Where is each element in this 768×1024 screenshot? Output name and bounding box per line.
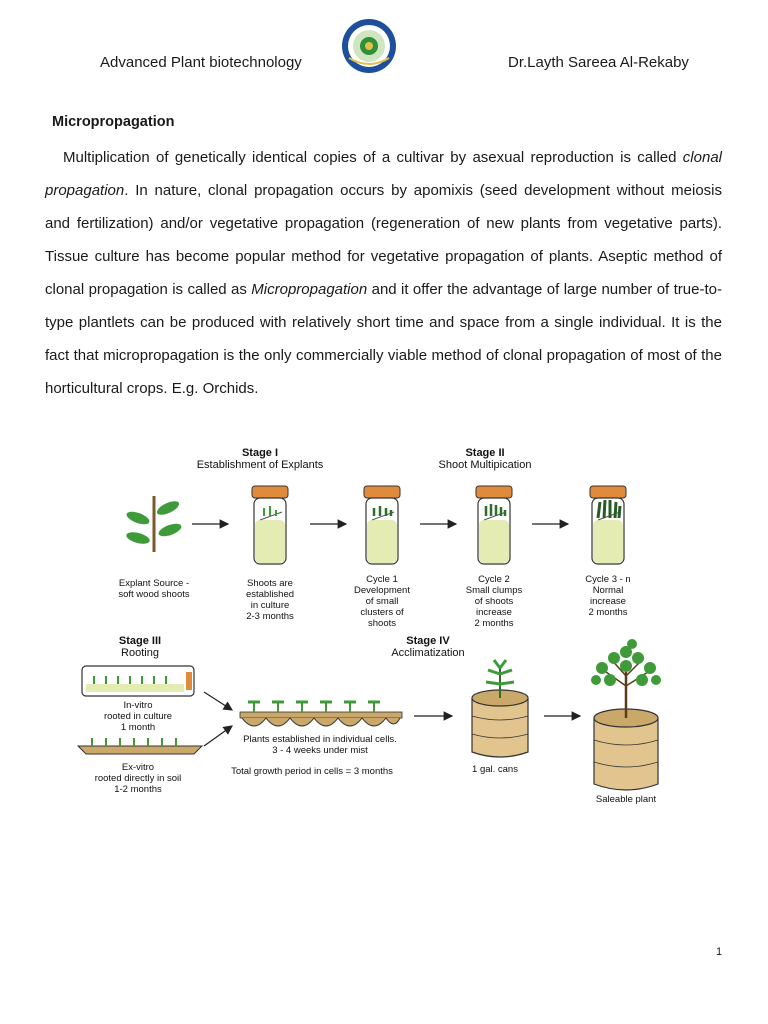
svg-text:Plants established in individu: Plants established in individual cells. [243,734,397,745]
svg-text:clusters of: clusters of [360,607,404,618]
explant-plant-icon [125,496,183,552]
section-heading: Micropropagation [52,114,175,130]
svg-text:Small clumps: Small clumps [465,585,523,596]
stage4-subtitle: Acclimatization [391,647,465,659]
svg-text:Development: Development [354,585,410,596]
svg-text:increase: increase [590,596,626,607]
svg-text:Cycle 2: Cycle 2 [478,574,510,585]
stage4-title: Stage IV [406,635,450,647]
svg-text:of shoots: of shoots [474,596,514,607]
svg-text:Cycle 1: Cycle 1 [366,574,398,585]
stage2-title: Stage II [465,447,505,459]
svg-text:Normal: Normal [592,585,624,596]
body-paragraph [45,141,722,405]
in-vitro-caption [104,700,172,733]
culture-tube-icon [476,486,512,564]
svg-text:1 month: 1 month [120,722,156,733]
text-run: and it offer the advantage of large number of true-to-type plantlets can be produced with relatively short time and space from a single individual. It is the fact that micropropagation is the only commercially viable method of clonal propagation of most of the horticultural crops. E.g. Orchids. [45,281,722,397]
svg-text:rooted in culture: rooted in culture [103,711,173,722]
cycle1-caption [354,574,410,629]
svg-text:increase: increase [476,607,512,618]
page-number: 1 [716,946,723,958]
svg-text:established: established [245,589,295,600]
saleable-plant-icon [591,639,661,790]
stage1-title: Stage I [241,447,279,459]
svg-text:soft wood shoots: soft wood shoots [118,589,190,600]
svg-text:Cycle 3 - n: Cycle 3 - n [585,574,631,585]
cycle2-caption [466,574,523,629]
in-vitro-container-icon [82,666,194,696]
svg-text:2 months: 2 months [474,618,514,629]
svg-text:3 - 4 weeks under mist: 3 - 4 weeks under mist [272,745,368,756]
text-run: . In nature, clonal propagation occurs by apomixis (seed development without meiosis and fertilization) and/or vegetative propagation (regeneration of new plants from vegetative parts). Tissue culture has become popular method for vegetative propagation of plants. Aseptic method of clonal propagation is called as [45,182,722,298]
university-logo [341,18,397,74]
svg-text:2 months: 2 months [588,607,628,618]
cans-caption: 1 gal. cans [472,764,518,775]
ex-vitro-caption [95,762,182,795]
text-run: Multiplication of genetically identical copies of a cultivar by asexual reproduction is called [63,149,683,166]
saleable-caption: Saleable plant [595,794,657,805]
stage3-title: Stage III [118,635,162,647]
emphasis-clonal-propagation: clonal propagation [45,149,722,199]
svg-text:of small: of small [365,596,399,607]
svg-text:In-vitro: In-vitro [123,700,153,711]
culture-tube-icon [590,486,626,564]
stage2-subtitle: Shoot Multipication [438,459,532,471]
svg-text:1-2 months: 1-2 months [114,784,162,795]
explant-caption [118,578,190,600]
header-course-title: Advanced Plant biotechnology [100,54,302,71]
svg-text:Ex-vitro: Ex-vitro [121,762,155,773]
culture-tube-icon [252,486,288,564]
svg-text:2-3 months: 2-3 months [246,611,294,622]
svg-text:rooted directly in soil: rooted directly in soil [94,773,182,784]
ex-vitro-tray-icon [78,738,202,754]
svg-text:in culture: in culture [250,600,290,611]
svg-text:Explant Source -: Explant Source - [118,578,190,589]
cycle3-caption [585,574,630,618]
total-growth-caption: Total growth period in cells = 3 months [231,766,393,777]
stage3-subtitle: Rooting [121,647,159,659]
shoots-caption [246,578,294,622]
gallon-can-icon [472,660,528,757]
micropropagation-diagram [70,436,690,816]
culture-tube-icon [364,486,400,564]
svg-text:Shoots are: Shoots are [247,578,293,589]
emphasis-micropropagation: Micropropagation [251,281,368,298]
header-author: Dr.Layth Sareea Al-Rekaby [508,54,689,71]
svg-text:shoots: shoots [368,618,396,629]
cells-caption [243,734,397,756]
stage1-subtitle: Establishment of Explants [196,459,324,471]
cell-tray-icon [240,702,402,726]
